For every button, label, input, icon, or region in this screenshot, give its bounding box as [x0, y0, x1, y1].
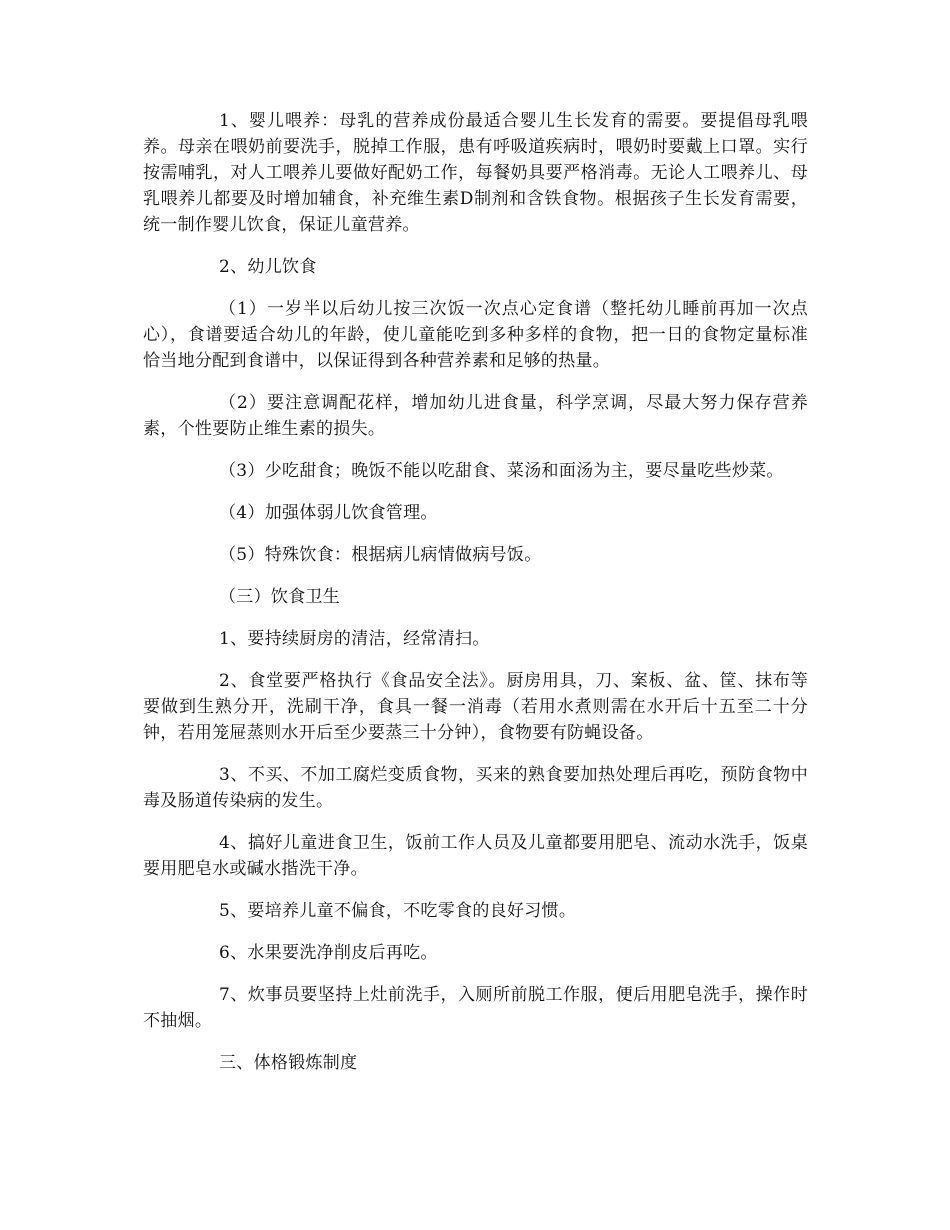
heading-toddler-diet: 2、幼儿饮食 [219, 257, 317, 277]
paragraph-hygiene-item-1: 1、要持续厨房的清洁，经常清扫。 [219, 629, 490, 649]
heading-physical-exercise: 三、体格锻炼制度 [219, 1053, 358, 1073]
paragraph-diet-item-4: （4）加强体弱儿饮食管理。 [219, 503, 438, 523]
paragraph-hygiene-item-2: 2、食堂要严格执行《食品安全法》。厨房用具，刀、案板、盆、筐、抹布等要做到生熟分开，洗刷干净，食具一餐一消毒（若用水煮则需在水开后十五至二十分钟，若用笼屉蒸则水开后至少要蒸三十分钟），食物要有防蝇设备。 [143, 671, 808, 743]
paragraph-infant-feeding: 1、婴儿喂养：母乳的营养成份最适合婴儿生长发育的需要。要提倡母乳喂养。母亲在喂奶前要洗手，脱掉工作服，患有呼吸道疾病时，喂奶时要戴上口罩。实行按需哺乳，对人工喂养儿要做好配奶工作，每餐奶具要严格消毒。无论人工喂养儿、母乳喂养儿都要及时增加辅食，补充维生素D制剂和含铁食物。根据孩子生长发育需要，统一制作婴儿饮食，保证儿童营养。 [143, 111, 808, 235]
paragraph-hygiene-item-7: 7、炊事员要坚持上灶前洗手，入厕所前脱工作服，便后用肥皂洗手，操作时不抽烟。 [143, 985, 808, 1031]
paragraph-diet-item-5: （5）特殊饮食：根据病儿病情做病号饭。 [219, 545, 542, 565]
paragraph-diet-item-3: （3）少吃甜食；晚饭不能以吃甜食、菜汤和面汤为主，要尽量吃些炒菜。 [219, 461, 784, 481]
heading-food-hygiene: （三）饮食卫生 [219, 587, 341, 607]
paragraph-hygiene-item-6: 6、水果要洗净削皮后再吃。 [219, 943, 438, 963]
paragraph-diet-item-2: （2）要注意调配花样，增加幼儿进食量，科学烹调，尽最大努力保存营养素，个性要防止维生素的损失。 [143, 393, 808, 439]
paragraph-hygiene-item-3: 3、不买、不加工腐烂变质食物，买来的熟食要加热处理后再吃，预防食物中毒及肠道传染病的发生。 [143, 765, 808, 811]
paragraph-hygiene-item-5: 5、要培养儿童不偏食，不吃零食的良好习惯。 [219, 901, 577, 921]
paragraph-hygiene-item-4: 4、搞好儿童进食卫生，饭前工作人员及儿童都要用肥皂、流动水洗手，饭桌要用肥皂水或碱水揩洗干净。 [143, 833, 808, 879]
document-body [143, 108, 808, 1076]
paragraph-diet-item-1: （1）一岁半以后幼儿按三次饭一次点心定食谱（整托幼儿睡前再加一次点心），食谱要适合幼儿的年龄，使儿童能吃到多种多样的食物，把一日的食物定量标准恰当地分配到食谱中，以保证得到各种营养素和足够的热量。 [143, 299, 808, 371]
